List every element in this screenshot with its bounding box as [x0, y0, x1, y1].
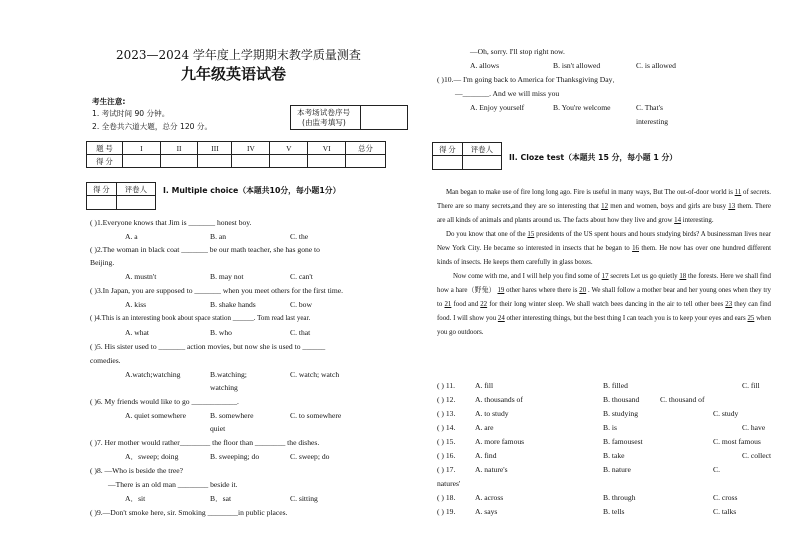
score-table-score-row [87, 155, 386, 168]
q7-option-a: A．sweep; doing [125, 452, 179, 461]
cloze-text: Man began to make use of fire long long ago. Fire is useful in many ways, But The out-of- [446, 189, 697, 196]
q16-option-a: A. find [475, 451, 497, 460]
cloze-text: they can find food. I will show you [437, 301, 772, 322]
score-cell [308, 155, 346, 168]
q12-number: ( ) 12. [437, 395, 456, 404]
q7-stem: ( )7. Her mother would rather________ the floor than ________ the dishes. [90, 438, 320, 447]
grader-label: 评卷人 [116, 183, 155, 196]
q14-option-b: B. is [603, 423, 617, 432]
q14-option-c: C. have [742, 423, 766, 432]
cloze-text: of secrets. There are so many secrets,and they are so interesting that [437, 189, 771, 210]
q7-option-c: C. sweep; do [290, 452, 330, 461]
q17-number: ( ) 17. [437, 465, 456, 474]
section2-title: II. Cloze test（本题共 15 分，每小题 1 分） [509, 153, 678, 162]
cloze-blank-19: 19 [497, 287, 505, 294]
score-cell [346, 155, 386, 168]
q4-option-a: A. what [125, 328, 150, 337]
q10-reply: —_______. And we will miss you [455, 89, 560, 98]
q2-option-b: B. may not [210, 272, 244, 281]
q18-number: ( ) 18. [437, 493, 456, 502]
notice-heading: 考生注意: [92, 97, 126, 106]
q19-option-a: A. says [475, 507, 498, 516]
cloze-text: Now come with me, and I will help you find some of [453, 273, 602, 280]
q8-option-a: A．sit [125, 494, 146, 503]
cloze-blank-12: 12 [601, 203, 609, 210]
q3-option-a: A. kiss [125, 300, 147, 309]
cloze-text: food and [451, 301, 481, 308]
q9-option-a: A. allows [470, 61, 500, 70]
cloze-text: . We shall follow a mother bear and her young ones when they try to [437, 287, 772, 308]
cloze-blank-13: 13 [728, 203, 736, 210]
q12-option-c: C. thousand of [660, 395, 705, 404]
q15-number: ( ) 15. [437, 437, 456, 446]
q1-option-a: A. a [125, 232, 138, 241]
q16-number: ( ) 16. [437, 451, 456, 460]
score-cell [232, 155, 270, 168]
q6-option-b: B. somewhere [210, 411, 254, 420]
q5-stem-cont: comedies. [90, 356, 121, 365]
cloze-text: interesting. [681, 217, 714, 224]
q1-option-b: B. an [210, 232, 227, 241]
q9-stem: ( )9.—Don't smoke here, sir. Smoking ________in public places. [90, 508, 288, 517]
score-cell [270, 155, 308, 168]
cloze-text: presidents of the US spent hours and hours studying birds? A businessman lives near New York City. He became so interested in insects that he began to [437, 231, 771, 252]
seat-box-line1: 本考场试卷序号 [297, 108, 351, 117]
cloze-text: them. He now has over one hundred different kinds of insects. He keeps them carefully in glass boxes. [437, 245, 771, 266]
seat-box-line2: (由监考填写) [302, 118, 346, 127]
q17-option-c: C. [713, 465, 720, 474]
cloze-blank-11: 11 [734, 189, 742, 196]
cloze-text: for their long winter sleep. We shall watch bees dancing in the air to tell other bees [487, 301, 726, 308]
q15-option-a: A. more famous [475, 437, 525, 446]
score-cell [122, 155, 160, 168]
q8-option-c: C. sitting [290, 494, 318, 503]
cloze-blank-15: 15 [527, 231, 535, 238]
q14-option-a: A. are [475, 423, 494, 432]
q17-option-c-cont: natures' [437, 479, 461, 488]
q18-option-b: B. through [603, 493, 636, 502]
cloze-paragraph-1 [437, 186, 771, 228]
score-header-cell: II [160, 142, 198, 155]
q11-option-b: B. filled [603, 381, 628, 390]
q3-option-c: C. bow [290, 300, 312, 309]
section1-title: I. Multiple choice（本题共10分，每小题1分） [163, 186, 341, 195]
score-table [86, 141, 386, 168]
cloze-text: other interesting things, but the best thing I can teach you is to keep your eyes and ears [504, 315, 748, 322]
q10-option-b: B. You're welcome [553, 103, 611, 112]
q5-option-b: B.watching; [210, 370, 247, 379]
q15-option-c: C. most famous [713, 437, 761, 446]
score-header-cell: IV [232, 142, 270, 155]
cloze-text: secrets Let us go quietly [608, 273, 680, 280]
cloze-blank-14: 14 [674, 217, 682, 224]
q11-number: ( ) 11. [437, 381, 456, 390]
cloze-blank-17: 17 [601, 273, 609, 280]
score-header-cell: VI [308, 142, 346, 155]
cloze-blank-21: 21 [444, 301, 452, 308]
grader-score-cell [433, 156, 463, 170]
q10-option-c: C. That's [636, 103, 663, 112]
score-cell [198, 155, 232, 168]
cloze-blank-18: 18 [679, 273, 687, 280]
q10-option-a: A. Enjoy yourself [470, 103, 525, 112]
q2-option-a: A. mustn't [125, 272, 157, 281]
q10-option-c-cont: interesting [636, 117, 669, 126]
cloze-blank-24: 24 [497, 315, 505, 322]
q19-option-c: C. talks [713, 507, 737, 516]
cloze-text: when you go outdoors. [437, 315, 771, 336]
q15-option-b: B. famousest [603, 437, 643, 446]
q8-option-b: B．sat [210, 494, 232, 503]
q14-number: ( ) 14. [437, 423, 456, 432]
q6-option-c: C. to somewhere [290, 411, 342, 420]
q1-option-c: C. the [290, 232, 309, 241]
grader-score-cell [87, 196, 117, 210]
grader-name-cell [462, 156, 501, 170]
q18-option-a: A. across [475, 493, 504, 502]
q11-option-a: A. fill [475, 381, 494, 390]
q4-option-b: B. who [210, 328, 232, 337]
q19-number: ( ) 19. [437, 507, 456, 516]
q10-stem: ( )10.— I'm going back to America for Thanksgiving Day． [437, 75, 621, 84]
q2-stem: ( )2.The woman in black coat _______ be our math teacher, she has gone to [90, 245, 320, 254]
q9-option-b: B. isn't allowed [553, 61, 601, 70]
notice-line2: 2. 全卷共六道大题，总分 120 分。 [92, 122, 213, 131]
q13-number: ( ) 13. [437, 409, 456, 418]
q5-option-b-cont: watching [210, 383, 238, 392]
q4-stem: ( )4.This is an interesting book about space station ______. Tom read last year. [90, 314, 311, 322]
cloze-paragraph-3 [437, 270, 771, 340]
q12-option-b: B. thousand [603, 395, 640, 404]
grader-name-cell [116, 196, 155, 210]
notice-line1: 1. 考试时间 90 分钟。 [92, 109, 170, 118]
q19-option-b: B. tells [603, 507, 625, 516]
q11-option-c: C. fill [742, 381, 760, 390]
cloze-text: men and women, boys and girls are busy [608, 203, 729, 210]
cloze-paragraph-2 [437, 228, 771, 270]
q3-stem: ( )3.In Japan, you are supposed to _______ when you meet others for the first time. [90, 286, 344, 295]
cloze-text: the forests. Here we shall find how a hare（野兔） [437, 273, 772, 294]
q8-stem-cont: —There is an old man ________ beside it. [108, 480, 238, 489]
q1-stem: ( )1.Everyone knows that Jim is _______ honest boy. [90, 218, 252, 227]
q6-stem: ( )6. My friends would like to go ____________. [90, 397, 239, 406]
q6-option-a: A. quiet somewhere [125, 411, 186, 420]
score-cell [160, 155, 198, 168]
q7-option-b: B. sweeping; do [210, 452, 260, 461]
q4-option-c: C. that [290, 328, 311, 337]
q2-stem-cont: Beijing. [90, 258, 115, 267]
q2-option-c: C. can't [290, 272, 313, 281]
cloze-text: door world is [696, 189, 735, 196]
cloze-text: them. There are all kinds of animals and plants around us. The facts about how they live and grow [437, 203, 771, 224]
grader-label: 评卷人 [462, 143, 501, 156]
cloze-text: other hares where there is [504, 287, 580, 294]
cloze-blank-22: 22 [480, 301, 488, 308]
q16-option-b: B. take [603, 451, 625, 460]
q3-option-b: B. shake hands [210, 300, 256, 309]
score-header-cell: 题 号 [87, 142, 123, 155]
score-header-cell: 总分 [346, 142, 386, 155]
grader-score-label: 得 分 [433, 143, 463, 156]
q17-option-b: B. nature [603, 465, 631, 474]
q9-option-c: C. is allowed [636, 61, 676, 70]
score-header-cell: III [198, 142, 232, 155]
cloze-text: Do you know that one of the [446, 231, 528, 238]
score-label-cell: 得 分 [87, 155, 123, 168]
cloze-blank-25: 25 [747, 315, 755, 322]
q18-option-c: C. cross [713, 493, 738, 502]
score-header-cell: V [270, 142, 308, 155]
q5-option-a: A.watch;watching [125, 370, 181, 379]
q13-option-c: C. study [713, 409, 739, 418]
exam-title-line1: 2023—2024 学年度上学期期末教学质量测查 [116, 48, 361, 62]
q6-option-b-cont: quiet [210, 424, 226, 433]
q12-option-a: A. thousands of [475, 395, 523, 404]
score-table-header-row [87, 142, 386, 155]
grader-box-2 [432, 142, 502, 170]
q17-option-a: A. nature's [475, 465, 508, 474]
grader-box-1 [86, 182, 156, 210]
seat-number-box [290, 105, 408, 130]
q8-stem: ( )8. —Who is beside the tree? [90, 466, 183, 475]
cloze-blank-16: 16 [632, 245, 639, 252]
q9-reply: —Oh, sorry. I'll stop right now. [470, 47, 565, 56]
exam-title-line2: 九年级英语试卷 [181, 65, 287, 83]
cloze-blank-23: 23 [725, 301, 733, 308]
q5-option-c: C. watch; watch [290, 370, 340, 379]
q5-stem: ( )5. His sister used to _______ action movies, but now she is used to ______ [90, 342, 326, 351]
q16-option-c: C. collect [742, 451, 772, 460]
cloze-passage [437, 186, 771, 340]
score-header-cell: I [122, 142, 160, 155]
q13-option-a: A. to study [475, 409, 509, 418]
cloze-blank-20: 20 [579, 287, 587, 294]
q13-option-b: B. studying [603, 409, 639, 418]
grader-score-label: 得 分 [87, 183, 117, 196]
